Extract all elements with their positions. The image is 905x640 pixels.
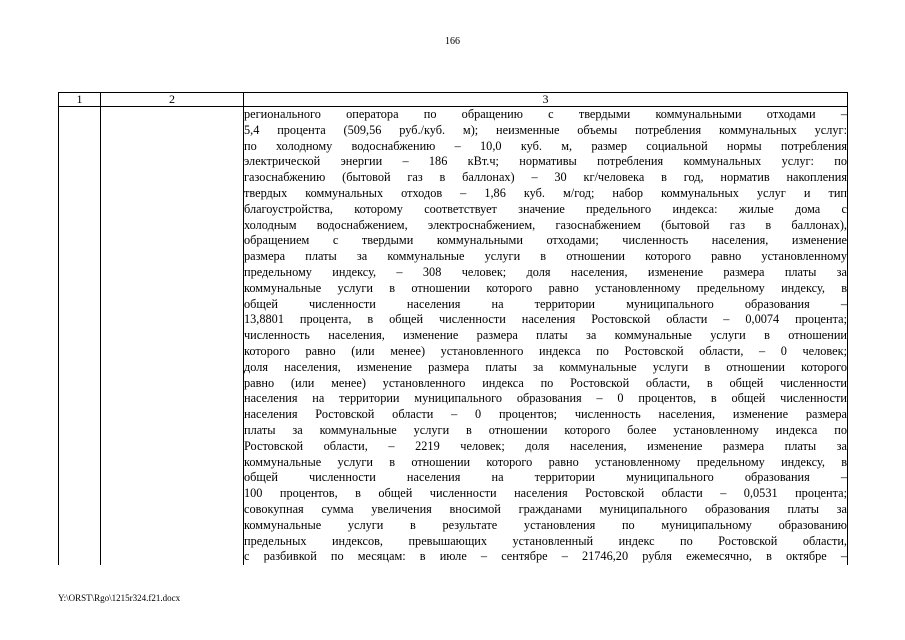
text-line: совокупная сумма увеличения вносимой гражданами муниципального образования платы за — [244, 501, 847, 516]
text-line: общей численности населения на территории муниципального образования – — [244, 296, 847, 311]
text-line: общей численности населения на территории муниципального образования – — [244, 470, 847, 485]
text-line: 13,8801 процента, в общей численности населения Ростовской области – 0,0074 процента; — [244, 312, 847, 327]
text-line: газоснабжению (бытовой газ в баллонах) – 30 кг/человека в год, норматив накопления — [244, 170, 847, 185]
text-line: предельному индексу, – 308 человек; доля населения, изменение размера платы за — [244, 264, 847, 279]
column-header-3: 3 — [244, 93, 848, 107]
column-header-1: 1 — [59, 93, 101, 107]
text-line: благоустройства, которому соответствует значение предельного индекса: жилые дома с — [244, 201, 847, 216]
text-line: коммунальные услуги в отношении которого равно установленному предельному индексу, в — [244, 280, 847, 295]
text-line: равно (или менее) установленного индекса по Ростовской области, в общей численности — [244, 375, 847, 390]
text-line: с разбивкой по месяцам: в июле – сентябре – 21746,20 рубля ежемесячно, в октябре – — [244, 549, 847, 564]
text-line: 100 процентов, в общей численности населения Ростовской области – 0,0531 процента; — [244, 486, 847, 501]
text-line: электрической энергии – 186 кВт.ч; нормативы потребления коммунальных услуг: по — [244, 154, 847, 169]
text-line: твердых коммунальных отходов – 1,86 куб. м/год; набор коммунальных услуг и тип — [244, 185, 847, 200]
text-line: населения на территории муниципального образования – 0 процентов, в общей численности — [244, 391, 847, 406]
text-line: доля населения, изменение размера платы за коммунальные услуги в отношении которого — [244, 359, 847, 374]
text-line: по холодному водоснабжению – 10,0 куб. м, размер социальной нормы потребления — [244, 138, 847, 153]
column-header-2: 2 — [101, 93, 244, 107]
cell-col-2 — [101, 107, 244, 566]
text-line: платы за коммунальные услуги в отношении которого более установленному индекса по — [244, 422, 847, 437]
document-table — [58, 92, 848, 565]
text-line: размера платы за коммунальные услуги в отношении которого равно установленному — [244, 249, 847, 264]
text-line: 5,4 процента (509,56 руб./куб. м); неизменные объемы потребления коммунальных услуг: — [244, 122, 847, 137]
text-line: населения Ростовской области – 0 процентов; численность населения, изменение размера — [244, 407, 847, 422]
text-line: которого равно (или менее) установленного индекса по Ростовской области, – 0 человек; — [244, 343, 847, 358]
text-line: регионального оператора по обращению с твердыми коммунальными отходами – — [244, 107, 847, 121]
text-line: численность населения, изменение размера платы за коммунальные услуги в отношении — [244, 328, 847, 343]
text-line: холодным водоснабжением, электроснабжением, газоснабжением (бытовой газ в баллонах), — [244, 217, 847, 232]
text-line: коммунальные услуги в результате установления по муниципальному образованию — [244, 517, 847, 532]
footer-file-path: Y:\ORST\Rgo\1215r324.f21.docx — [58, 593, 181, 603]
table-row — [59, 107, 848, 566]
table-header-row — [59, 93, 848, 107]
page-number: 166 — [445, 36, 460, 47]
text-line: Ростовской области, – 2219 человек; доля населения, изменение размера платы за — [244, 438, 847, 453]
text-line: коммунальные услуги в отношении которого равно установленному предельному индексу, в — [244, 454, 847, 469]
text-line: обращением с твердыми коммунальными отходами; численность населения, изменение — [244, 233, 847, 248]
cell-col-3-text — [244, 107, 848, 566]
cell-col-1 — [59, 107, 101, 566]
text-line: предельных индексов, превышающих установленный индекс по Ростовской области, — [244, 533, 847, 548]
